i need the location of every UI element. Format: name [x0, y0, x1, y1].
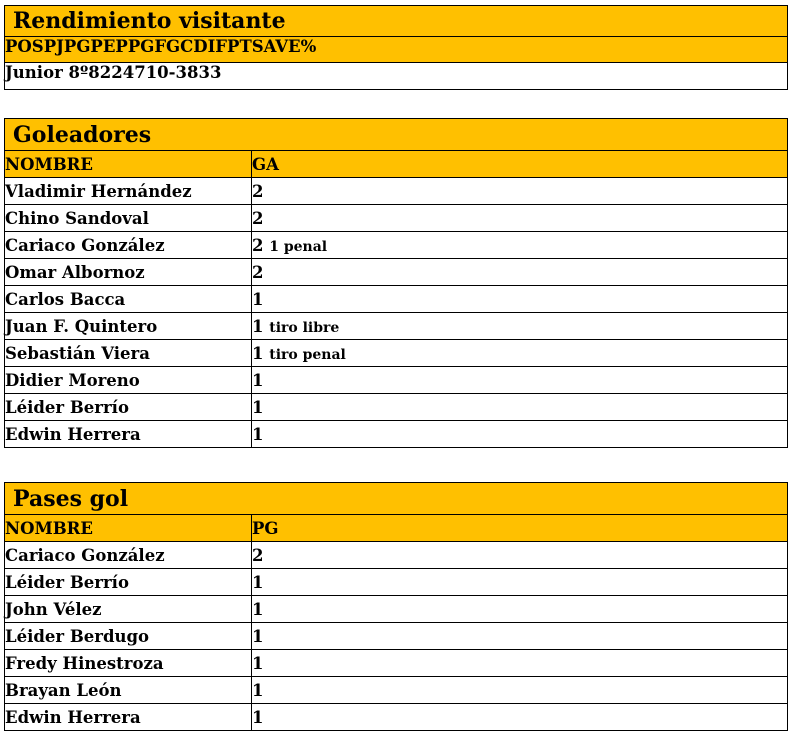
stats-values: [5, 63, 787, 89]
player-value: 1: [252, 680, 264, 700]
player-name: Cariaco González: [5, 542, 252, 569]
player-name: John Vélez: [5, 596, 252, 623]
table-row: [5, 623, 788, 650]
stat-header-6: GC: [166, 37, 194, 56]
table-row: [5, 677, 788, 704]
player-value: 2: [252, 181, 264, 201]
player-value-cell: [252, 205, 788, 232]
player-name: Sebastián Viera: [5, 340, 252, 367]
player-value-cell: [252, 421, 788, 448]
player-value: 1: [252, 289, 264, 309]
player-value-cell: [252, 650, 788, 677]
stat-value-8: 8: [187, 63, 199, 82]
pases-col-val: PG: [252, 515, 788, 542]
player-name: Cariaco González: [5, 232, 252, 259]
player-value-cell: [252, 394, 788, 421]
table-row: [5, 259, 788, 286]
player-value-cell: [252, 286, 788, 313]
player-value: 2: [252, 545, 264, 565]
player-note: 1 penal: [269, 238, 328, 255]
stat-header-3: PE: [90, 37, 116, 56]
player-value-cell: [252, 313, 788, 340]
player-value: 1: [252, 707, 264, 727]
player-value: 1: [252, 397, 264, 417]
player-name: Juan F. Quintero: [5, 313, 252, 340]
stats-header: [5, 37, 787, 62]
stat-header-5: GF: [140, 37, 167, 56]
player-name: Léider Berrío: [5, 569, 252, 596]
table-row: [5, 704, 788, 731]
goleadores-title: Goleadores: [5, 119, 788, 151]
stat-value-4: 4: [122, 63, 135, 82]
player-name: Edwin Herrera: [5, 421, 252, 448]
player-name: Brayan León: [5, 677, 252, 704]
team-name: Junior: [5, 63, 63, 82]
player-note: tiro penal: [269, 346, 346, 363]
player-value-cell: [252, 340, 788, 367]
table-row: [5, 650, 788, 677]
stat-header-8: PTS: [227, 37, 264, 56]
rendimiento-table: [4, 5, 788, 90]
pases-title: Pases gol: [5, 483, 788, 515]
stat-value-5: 7: [134, 63, 146, 82]
player-value-cell: [252, 178, 788, 205]
stat-value-1: 8: [88, 63, 100, 82]
pases-header-row: [5, 515, 788, 542]
goleadores-col-val: GA: [252, 151, 788, 178]
player-name: Chino Sandoval: [5, 205, 252, 232]
stat-value-3: 2: [111, 63, 123, 82]
table-row: [5, 367, 788, 394]
table-row: [5, 542, 788, 569]
goleadores-header-row: [5, 151, 788, 178]
player-name: Léider Berdugo: [5, 623, 252, 650]
player-value: 1: [252, 653, 264, 673]
player-value: 1: [252, 626, 264, 646]
player-value-cell: [252, 596, 788, 623]
pases-table: [4, 482, 788, 731]
player-name: Fredy Hinestroza: [5, 650, 252, 677]
player-value-cell: [252, 259, 788, 286]
player-value: 1: [252, 370, 264, 390]
player-value-cell: [252, 542, 788, 569]
player-name: Vladimir Hernández: [5, 178, 252, 205]
player-name: Edwin Herrera: [5, 704, 252, 731]
player-value-cell: [252, 569, 788, 596]
table-row: [5, 313, 788, 340]
player-name: Omar Albornoz: [5, 259, 252, 286]
table-row: [5, 205, 788, 232]
goleadores-col-name: NOMBRE: [5, 151, 252, 178]
player-note: tiro libre: [269, 319, 340, 336]
rendimiento-header-row: [5, 37, 788, 63]
pases-col-name: NOMBRE: [5, 515, 252, 542]
table-row: [5, 232, 788, 259]
rendimiento-data-row: [5, 63, 788, 90]
table-row: [5, 394, 788, 421]
player-name: Léider Berrío: [5, 394, 252, 421]
stat-header-9: AVE%: [263, 37, 317, 56]
table-row: [5, 569, 788, 596]
stat-header-7: DIF: [193, 37, 228, 56]
stat-value-9: 33: [198, 63, 222, 82]
stat-header-0: POS: [5, 37, 44, 56]
stat-header-4: PP: [115, 37, 141, 56]
stat-value-7: -3: [168, 63, 187, 82]
goleadores-title-row: [5, 119, 788, 151]
player-value: 2: [252, 208, 264, 228]
pases-title-row: [5, 483, 788, 515]
player-value: 1: [252, 572, 264, 592]
player-value: 1: [252, 599, 264, 619]
table-row: [5, 596, 788, 623]
stat-value-6: 10: [145, 63, 169, 82]
player-value: 2: [252, 235, 264, 255]
player-value: 1: [252, 424, 264, 444]
player-name: Didier Moreno: [5, 367, 252, 394]
player-value-cell: [252, 232, 788, 259]
rendimiento-title-row: [5, 6, 788, 37]
stat-header-1: PJ: [43, 37, 64, 56]
stat-value-2: 2: [99, 63, 112, 82]
player-value: 1: [252, 343, 264, 363]
player-value-cell: [252, 677, 788, 704]
table-row: [5, 340, 788, 367]
player-value: 2: [252, 262, 264, 282]
player-value-cell: [252, 367, 788, 394]
goleadores-table: [4, 118, 788, 448]
table-row: [5, 286, 788, 313]
player-value-cell: [252, 623, 788, 650]
player-name: Carlos Bacca: [5, 286, 252, 313]
rendimiento-title: Rendimiento visitante: [5, 6, 788, 37]
stat-header-2: PG: [63, 37, 91, 56]
table-row: [5, 421, 788, 448]
player-value: 1: [252, 316, 264, 336]
stat-value-0: 8º: [68, 63, 89, 82]
table-row: [5, 178, 788, 205]
player-value-cell: [252, 704, 788, 731]
